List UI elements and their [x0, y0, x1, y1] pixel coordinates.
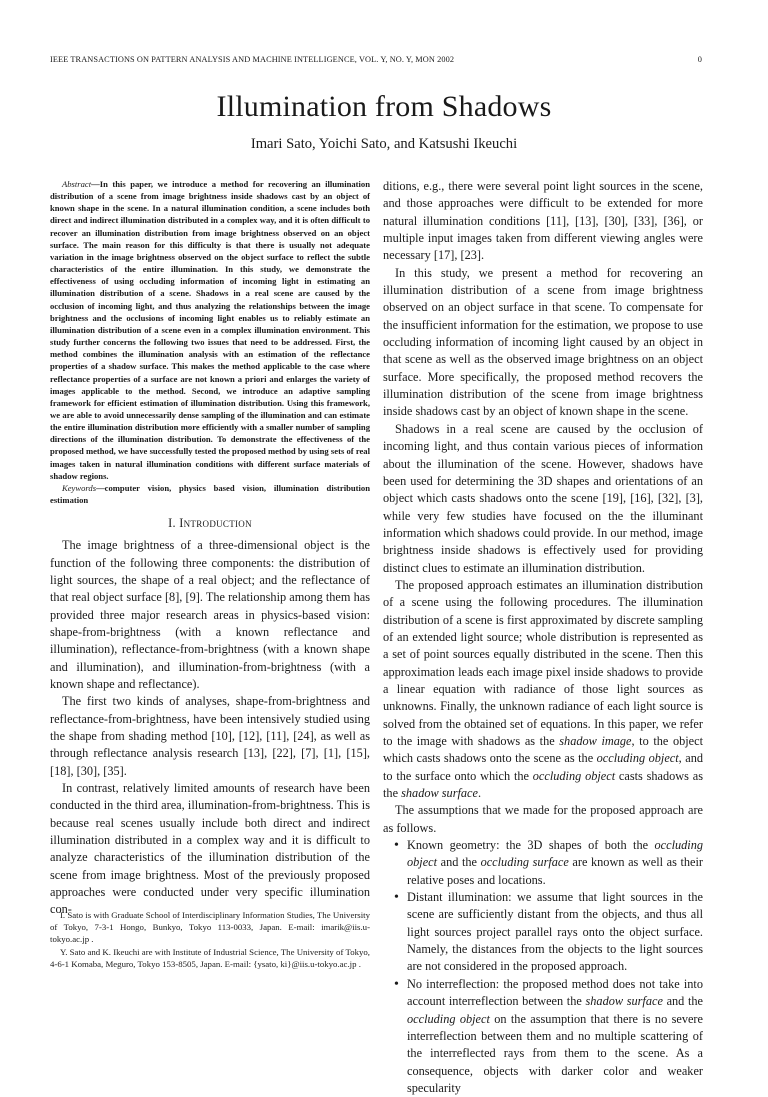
footnote-2: Y. Sato and K. Ikeuchi are with Institute of Industrial Science, The University of Tokyo, 4-6-1 Komaba, Meguro, Tokyo 153-8505, Japan. E-mail: {ysato, ki}@iis.u-tokyo.ac.jp . — [50, 946, 370, 969]
footnote-1: I. Sato is with Graduate School of Interdisciplinary Information Studies, The University of Tokyo, 7-3-1 Hongo, Bunkyo, Tokyo 113-0033, Japan. E-mail: imarik@iis.u-tokyo.ac.jp . — [50, 910, 370, 945]
approach-text-c: , and to the surface onto which the — [383, 751, 703, 783]
paper-authors: Imari Sato, Yoichi Sato, and Katsushi Ikeuchi — [250, 136, 518, 152]
assumption-term: occluding object — [407, 838, 703, 870]
abstract-lead: Abstract — [62, 179, 92, 189]
assumptions-intro: The assumptions that we made for the proposed approach are as follows. — [383, 803, 703, 835]
assumption-text: No interreflection: the proposed method does not take into account interreflection between the — [407, 976, 703, 1009]
assumption-term: shadow surface — [585, 994, 663, 1009]
keywords-text: —computer vision, physics based vision, illumination distribution estimation — [50, 482, 370, 506]
intro-paragraph-2: The first two kinds of analyses, shape-from-brightness and reflectance-from-brightness, have been intensively studied using the shape from shading method [10], [12], [11], [24], as well as through reflectance analysis research [13], [22], [7], [1], [15], [18], [30], [35]. — [50, 694, 370, 778]
intro-paragraph-approach — [383, 577, 703, 802]
approach-text-a: The proposed approach estimates an illumination distribution of a scene using the following procedures. The illumination distribution of a scene is first approximated by discrete sampling of an extended light source; whole distribution is represented as a set of point sources equally distributed in the scene. Then this approximation leads each image pixel inside shadows to provide a linear equation with radiance of those light sources as unknowns. Finally, the unknown radiance of each light source is solved from the obtained set of equations. In this paper, we refer to the image with shadows as the — [383, 577, 703, 748]
term-shadow-image: shadow image — [559, 734, 632, 748]
assumption-text: and the — [662, 994, 703, 1009]
term-occluding-object-2: occluding object — [532, 768, 616, 783]
approach-text-b: , to the object which casts shadows onto the scene as the — [383, 734, 703, 766]
assumption-text: and the — [437, 855, 481, 870]
list-item — [407, 837, 703, 889]
left-column — [50, 178, 370, 919]
section-heading — [50, 516, 370, 531]
assumption-text: on the assumption that there is no severe interreflection between them and no multiple scattering of the interreflected rays from them to the scene. As a consequence, objects with darker color and weaker specularity — [407, 1011, 703, 1095]
term-shadow-surface: shadow surface — [401, 786, 478, 801]
footnotes — [50, 909, 370, 970]
running-header — [50, 55, 702, 64]
journal-name: IEEE TRANSACTIONS ON PATTERN ANALYSIS AND MACHINE INTELLIGENCE, VOL. Y, NO. Y, MON 2002 — [50, 55, 455, 64]
assumption-term: occluding surface — [480, 855, 569, 870]
section-title: Introduction — [179, 516, 252, 531]
keywords — [50, 482, 370, 506]
list-item — [407, 889, 703, 976]
paper-title: Illumination from Shadows — [216, 90, 552, 123]
section-number: I. — [168, 516, 176, 531]
intro-paragraph-1: The image brightness of a three-dimensional object is the function of the following three components: the distribution of light sources, the shape of a real object; and the reflectance of that real object surface [8], [9]. The relationship among them has provided three major research areas in physics-based vision: shape-from-brightness (with a known reflectance and illumination), reflectance-from-brightness (with a known shape and illumination), and illumination-from-brightness (with a known shape and reflectance). — [50, 538, 370, 691]
assumption-list — [383, 837, 703, 1097]
page-number: 0 — [697, 55, 702, 64]
approach-text-d: casts shadows as the — [383, 768, 704, 801]
intro-paragraph-3: In contrast, relatively limited amounts of research have been conducted in the third area, illumination-from-brightness. This is because real scenes usually include both direct and indirect illumination distributed in a complex way and it is difficult to analyze characteristics of the illumination distribution of the scene from image brightness. Most of the previously proposed approaches were conducted under very specific illumination con- — [50, 781, 370, 917]
intro-paragraph-present: In this study, we present a method for recovering an illumination distribution of a scene from image brightness observed on an object surface in that scene. To compensate for the insufficient information for the estimation, we propose to use occluding information of incoming light caused by an object in that scene as well as the observed image brightness on an object surface. More specifically, the proposed method recovers the illumination distribution of the scene from image brightness inside shadows cast by an object of known shape in the scene. — [383, 265, 703, 419]
right-column — [383, 178, 703, 1097]
abstract-text: —In this paper, we introduce a method for recovering an illumination distribution of a scene from image brightness inside shadows cast by an object of known shape in the scene. In a natural illumination condition, a scene includes both direct and indirect illumination distributed in a complex way, and it is often difficult to recover an illumination distribution from image brightness observed on an object surface. The main reason for this difficulty is that there is usually not adequate variation in the image brightness observed on the object surface to reflect the subtle characteristics of the entire illumination. In this study, we demonstrate the effectiveness of using occluding information of incoming light in estimating an illumination distribution of a scene. Shadows in a real scene are caused by the occlusion of incoming light, and thus analyzing the relationships between the image brightness and the occlusions of incoming light enables us to reliably estimate an illumination distribution of a scene even in a complex illumination environment. This study further concerns the following two issues that need to be addressed. First, the method combines the illumination analysis with an estimation of the reflectance properties of a shadow surface. This makes the method applicable to the case where reflectance properties of a surface are not known a priori and enlarges the variety of images applicable to the method. Second, we introduce an adaptive sampling framework for efficient estimation of illumination distribution. Using this framework, we are able to avoid unnecessarily dense sampling of the illumination and can estimate the entire illumination distribution more efficiently with a smaller number of sampling directions of the illumination distribution. To demonstrate the effectiveness of the proposed method, we have successfully tested the proposed method by using sets of real images taken in natural illumination conditions with different surface materials of shadow regions. — [50, 179, 370, 481]
approach-text-e: . — [477, 786, 482, 801]
intro-paragraph-3-continued: ditions, e.g., there were several point light sources in the scene, and those approaches were difficult to be extended for more natural illumination conditions [11], [13], [30], [33], [36], or multiple input images taken from different viewing angles were necessary [17], [23]. — [383, 179, 703, 263]
term-occluding-object: occluding object — [596, 751, 679, 766]
keywords-lead: Keywords — [62, 482, 97, 493]
assumption-text: Known geometry: the 3D shapes of both the — [407, 838, 655, 853]
assumption-term: occluding object — [407, 1011, 490, 1026]
assumption-text: Distant illumination: we assume that light sources in the scene are sufficiently distant from the objects, and thus all light sources project parallel rays onto the object surface. Namely, the distances from the objects to the light sources are not considered in the proposed approach. — [407, 890, 703, 974]
intro-paragraph-shadows: Shadows in a real scene are caused by the occlusion of incoming light, and thus contain various pieces of information about the illumination of the scene. However, shadows have been used for determining the 3D shapes and orientations of an object which casts shadows onto the scene [19], [16], [32], [3], while very few studies have focused on the the illuminant information which shadows could provide. In our method, image brightness inside shadows is effectively used for providing distinct clues to estimate an illumination distribution. — [383, 421, 703, 575]
list-item — [407, 976, 703, 1097]
abstract — [50, 178, 370, 482]
assumption-text: are known as well as their relative poses and locations. — [407, 855, 703, 887]
